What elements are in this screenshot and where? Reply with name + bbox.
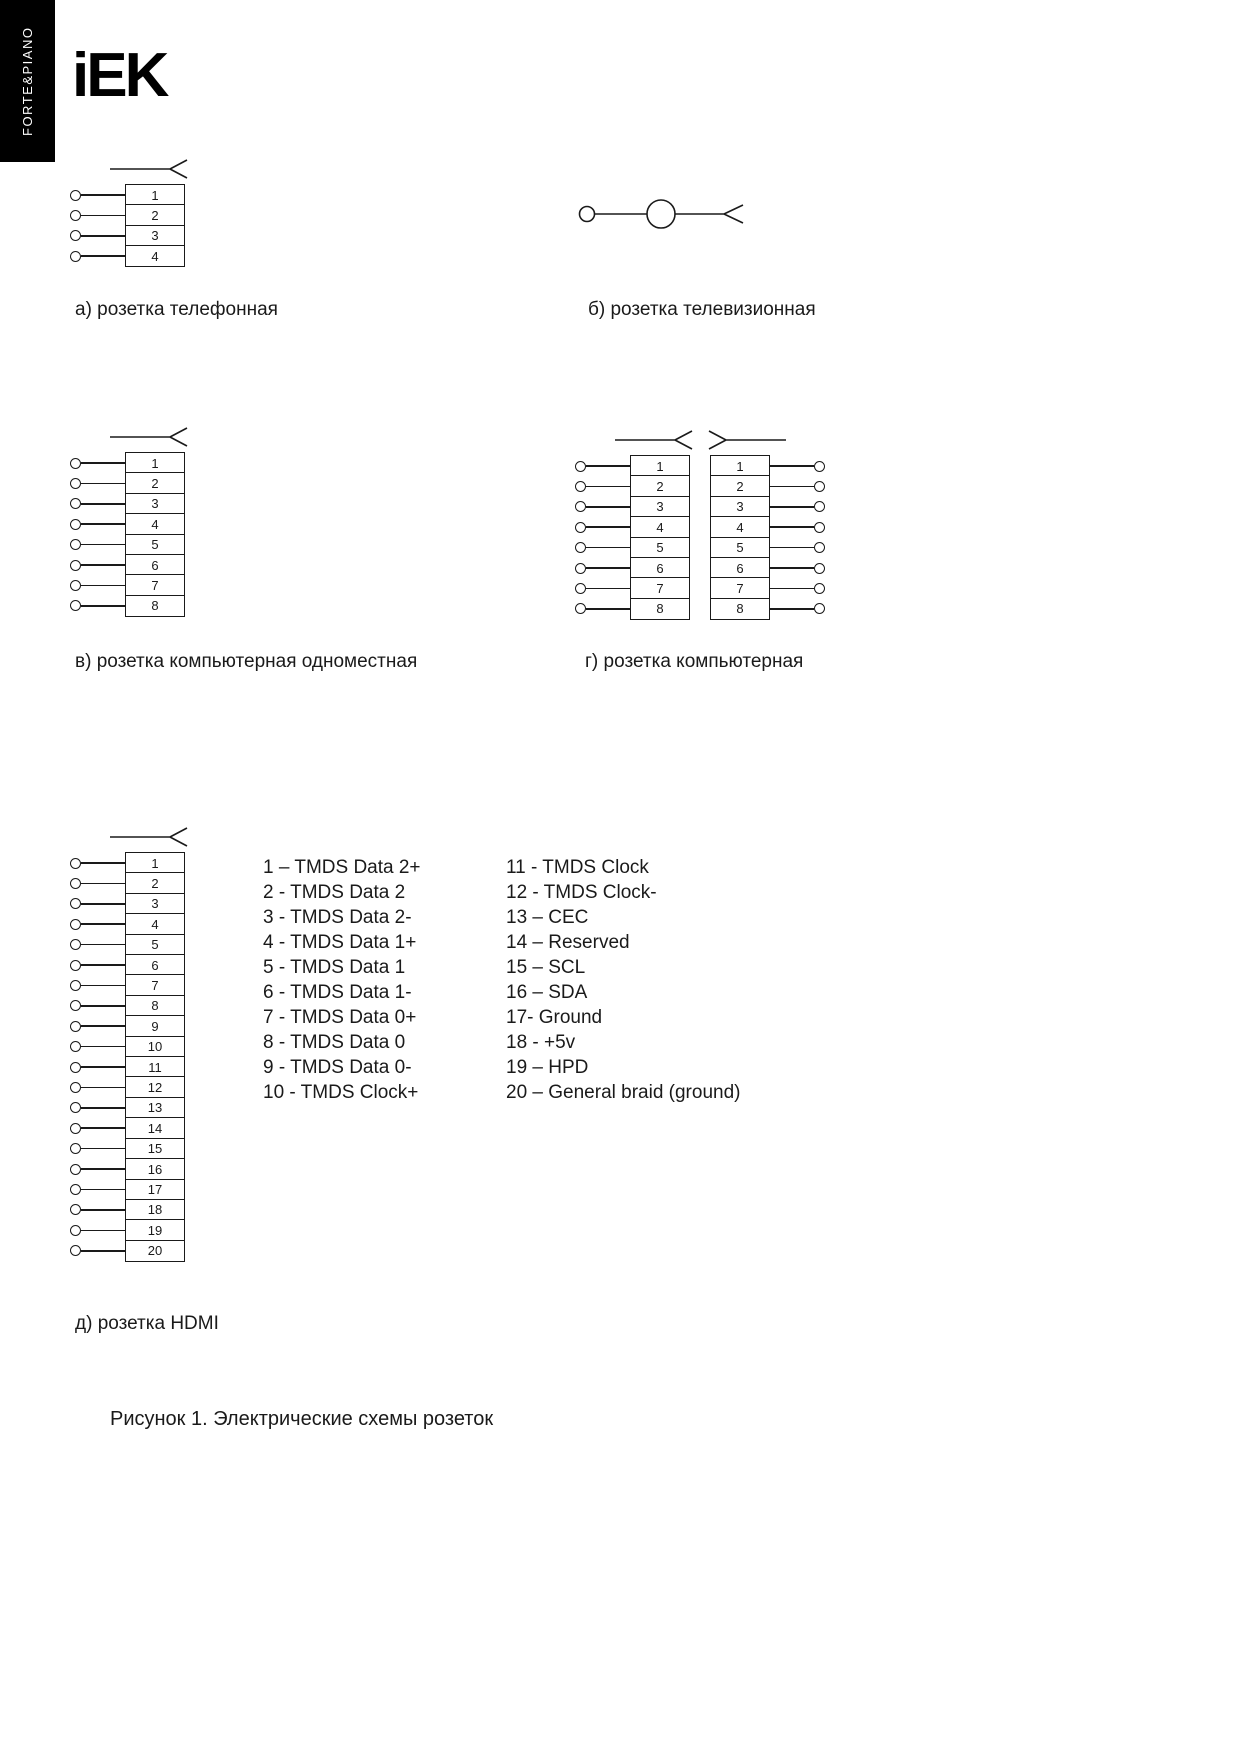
hdmi-pin-legend-item: 10 - TMDS Clock+ <box>263 1082 419 1103</box>
pin-row <box>710 516 825 538</box>
hdmi-socket-label: д) розетка HDMI <box>75 1313 219 1334</box>
wire-line <box>81 883 125 885</box>
terminal-circle <box>70 1245 81 1256</box>
pin-number-cell: 4 <box>125 913 185 935</box>
wire-line <box>81 1250 125 1252</box>
terminal-circle <box>70 230 81 241</box>
phone-socket-connector <box>70 184 185 267</box>
terminal-circle <box>70 960 81 971</box>
wire-line <box>81 544 125 546</box>
terminal-circle <box>70 919 81 930</box>
pin-number-cell: 2 <box>710 475 770 497</box>
pin-number-cell: 10 <box>125 1036 185 1058</box>
computer-double-right-connector <box>710 455 825 620</box>
terminal-circle <box>70 478 81 489</box>
wire-line <box>586 567 630 569</box>
wire-line <box>81 255 125 257</box>
pin-number-cell: 3 <box>125 493 185 515</box>
pin-number-cell: 3 <box>710 496 770 518</box>
terminal-circle <box>70 1143 81 1154</box>
pin-number-cell: 7 <box>125 574 185 596</box>
pin-row <box>575 516 690 538</box>
pin-row <box>70 852 185 874</box>
pin-row <box>710 455 825 477</box>
pin-number-cell: 18 <box>125 1199 185 1221</box>
wire-line <box>81 944 125 946</box>
terminal-circle <box>70 580 81 591</box>
terminal-circle <box>814 481 825 492</box>
wire-line <box>81 1189 125 1191</box>
terminal-circle <box>575 522 586 533</box>
pin-number-cell: 12 <box>125 1076 185 1098</box>
pin-number-cell: 5 <box>125 934 185 956</box>
wire-line <box>770 567 814 569</box>
terminal-circle <box>70 1062 81 1073</box>
pin-row <box>70 1036 185 1058</box>
terminal-circle <box>575 542 586 553</box>
pin-number-cell: 6 <box>710 557 770 579</box>
wire-line <box>81 483 125 485</box>
pin-number-cell: 1 <box>630 455 690 477</box>
pin-number-cell: 2 <box>125 204 185 226</box>
pin-number-cell: 4 <box>125 513 185 535</box>
computer-single-connector <box>70 452 185 617</box>
terminal-circle <box>70 1102 81 1113</box>
pin-number-cell: 7 <box>710 577 770 599</box>
pin-number-cell: 2 <box>125 872 185 894</box>
wire-line <box>586 526 630 528</box>
pin-row <box>710 598 825 620</box>
terminal-circle <box>70 980 81 991</box>
terminal-circle <box>575 481 586 492</box>
hdmi-pin-legend-item: 7 - TMDS Data 0+ <box>263 1007 417 1028</box>
pin-row <box>70 595 185 617</box>
terminal-circle <box>575 461 586 472</box>
pin-number-cell: 6 <box>630 557 690 579</box>
tv-socket-label: б) розетка телевизионная <box>588 299 816 320</box>
wire-line <box>586 608 630 610</box>
pin-row <box>70 1240 185 1262</box>
pin-number-cell: 19 <box>125 1219 185 1241</box>
pin-number-cell: 8 <box>630 598 690 620</box>
terminal-circle <box>70 210 81 221</box>
wire-line <box>81 235 125 237</box>
pin-number-cell: 8 <box>710 598 770 620</box>
wire-line <box>81 1148 125 1150</box>
terminal-circle <box>814 522 825 533</box>
pin-row <box>575 598 690 620</box>
pin-row <box>575 475 690 497</box>
pin-row <box>70 493 185 515</box>
pin-row <box>575 455 690 477</box>
figure-caption: Рисунок 1. Электрические схемы розеток <box>110 1408 494 1430</box>
wire-line <box>770 526 814 528</box>
tv-socket-symbol-icon <box>578 197 748 231</box>
pin-number-cell: 17 <box>125 1179 185 1201</box>
pin-row <box>710 557 825 579</box>
pin-row <box>70 995 185 1017</box>
wire-line <box>81 1046 125 1048</box>
pin-row <box>70 1199 185 1221</box>
terminal-circle <box>70 539 81 550</box>
wire-line <box>770 588 814 590</box>
wire-line <box>81 964 125 966</box>
wire-line <box>81 605 125 607</box>
wire-line <box>770 506 814 508</box>
computer-single-label: в) розетка компьютерная одноместная <box>75 651 418 672</box>
pin-number-cell: 3 <box>125 225 185 247</box>
hdmi-pin-legend-item: 15 – SCL <box>506 957 586 978</box>
hdmi-pin-legend-item: 2 - TMDS Data 2 <box>263 882 406 903</box>
hdmi-pin-legend-item: 18 - +5v <box>506 1032 576 1053</box>
pin-row <box>70 1015 185 1037</box>
pin-number-cell: 20 <box>125 1240 185 1262</box>
pin-number-cell: 2 <box>125 472 185 494</box>
wire-line <box>81 1127 125 1129</box>
pin-row <box>70 184 185 206</box>
pin-row <box>575 537 690 559</box>
pin-number-cell: 1 <box>125 184 185 206</box>
pin-row <box>710 537 825 559</box>
terminal-circle <box>70 1123 81 1134</box>
pin-number-cell: 3 <box>630 496 690 518</box>
wire-line <box>81 523 125 525</box>
pin-row <box>70 554 185 576</box>
wire-line <box>81 462 125 464</box>
hdmi-pin-legend-item: 5 - TMDS Data 1 <box>263 957 406 978</box>
hdmi-pin-legend-item: 3 - TMDS Data 2- <box>263 907 412 928</box>
iek-logo: iEK <box>72 41 167 110</box>
terminal-circle <box>70 1225 81 1236</box>
terminal-circle <box>70 1184 81 1195</box>
terminal-circle <box>70 600 81 611</box>
pin-row <box>70 225 185 247</box>
wire-line <box>81 1066 125 1068</box>
pin-number-cell: 6 <box>125 554 185 576</box>
hdmi-pin-legend-item: 17- Ground <box>506 1007 603 1028</box>
hdmi-legend-column-2 <box>506 855 740 1105</box>
pin-number-cell: 5 <box>710 537 770 559</box>
pin-row <box>70 872 185 894</box>
plug-fork-icon <box>110 158 188 180</box>
pin-row <box>70 1117 185 1139</box>
wire-line <box>81 585 125 587</box>
pin-number-cell: 11 <box>125 1056 185 1078</box>
pin-row <box>70 954 185 976</box>
wire-line <box>586 547 630 549</box>
hdmi-pin-legend-item: 6 - TMDS Data 1- <box>263 982 412 1003</box>
terminal-circle <box>70 878 81 889</box>
wire-line <box>770 547 814 549</box>
wire-line <box>770 608 814 610</box>
pin-row <box>70 513 185 535</box>
pin-row <box>70 1097 185 1119</box>
brand-series-label: FORTE&PIANO <box>20 26 35 136</box>
terminal-circle <box>814 501 825 512</box>
terminal-circle <box>70 1204 81 1215</box>
hdmi-legend-column-1 <box>263 855 421 1105</box>
plug-fork-icon <box>110 826 188 848</box>
terminal-circle <box>70 898 81 909</box>
pin-row <box>70 1076 185 1098</box>
pin-number-cell: 7 <box>630 577 690 599</box>
terminal-circle <box>70 1041 81 1052</box>
terminal-circle <box>575 603 586 614</box>
pin-row <box>70 1219 185 1241</box>
hdmi-pin-legend-item: 8 - TMDS Data 0 <box>263 1032 406 1053</box>
terminal-circle <box>70 498 81 509</box>
wire-line <box>81 1209 125 1211</box>
plug-fork-icon <box>110 426 188 448</box>
pin-number-cell: 6 <box>125 954 185 976</box>
wire-line <box>81 1025 125 1027</box>
hdmi-pin-legend-item: 16 – SDA <box>506 982 588 1003</box>
terminal-circle <box>70 1164 81 1175</box>
pin-row <box>70 574 185 596</box>
pin-number-cell: 13 <box>125 1097 185 1119</box>
pin-row <box>70 452 185 474</box>
pin-row <box>70 913 185 935</box>
pin-number-cell: 9 <box>125 1015 185 1037</box>
pin-row <box>70 1056 185 1078</box>
phone-socket-label: а) розетка телефонная <box>75 299 278 320</box>
pin-row <box>70 1179 185 1201</box>
wire-line <box>81 985 125 987</box>
wire-line <box>81 923 125 925</box>
pin-number-cell: 2 <box>630 475 690 497</box>
terminal-circle <box>814 583 825 594</box>
wire-line <box>770 465 814 467</box>
computer-double-left-connector <box>575 455 690 620</box>
wire-line <box>81 862 125 864</box>
pin-row <box>70 204 185 226</box>
terminal-circle <box>70 519 81 530</box>
wire-line <box>586 588 630 590</box>
pin-row <box>70 974 185 996</box>
wire-line <box>586 486 630 488</box>
hdmi-pin-legend-item: 12 - TMDS Clock- <box>506 882 657 903</box>
pin-number-cell: 1 <box>125 852 185 874</box>
pin-row <box>70 893 185 915</box>
wire-line <box>81 564 125 566</box>
pin-number-cell: 1 <box>710 455 770 477</box>
pin-number-cell: 14 <box>125 1117 185 1139</box>
terminal-circle <box>814 603 825 614</box>
pin-number-cell: 4 <box>710 516 770 538</box>
brand-sidebar <box>0 0 55 162</box>
pin-number-cell: 16 <box>125 1158 185 1180</box>
terminal-circle <box>70 560 81 571</box>
terminal-circle <box>70 458 81 469</box>
hdmi-pin-legend-item: 14 – Reserved <box>506 932 630 953</box>
wire-line <box>81 1168 125 1170</box>
terminal-circle <box>814 461 825 472</box>
terminal-circle <box>70 858 81 869</box>
pin-row <box>70 472 185 494</box>
pin-number-cell: 7 <box>125 974 185 996</box>
pin-number-cell: 1 <box>125 452 185 474</box>
hdmi-pin-legend-item: 19 – HPD <box>506 1057 589 1078</box>
pin-row <box>70 534 185 556</box>
pin-row <box>70 1138 185 1160</box>
pin-row <box>70 1158 185 1180</box>
hdmi-connector <box>70 852 185 1262</box>
pin-number-cell: 5 <box>125 534 185 556</box>
computer-double-label: г) розетка компьютерная <box>585 651 804 672</box>
pin-row <box>70 934 185 956</box>
plug-fork-icon <box>615 429 693 451</box>
terminal-circle <box>70 190 81 201</box>
pin-number-cell: 8 <box>125 995 185 1017</box>
wire-line <box>81 1230 125 1232</box>
terminal-circle <box>70 251 81 262</box>
hdmi-pin-legend-item: 9 - TMDS Data 0- <box>263 1057 412 1078</box>
hdmi-pin-legend-item: 20 – General braid (ground) <box>506 1082 741 1103</box>
wire-line <box>81 903 125 905</box>
wire-line <box>81 503 125 505</box>
terminal-circle <box>70 1021 81 1032</box>
pin-number-cell: 4 <box>630 516 690 538</box>
terminal-circle <box>575 501 586 512</box>
pin-number-cell: 4 <box>125 245 185 267</box>
wire-line <box>586 465 630 467</box>
pin-number-cell: 8 <box>125 595 185 617</box>
pin-row <box>710 496 825 518</box>
pin-number-cell: 15 <box>125 1138 185 1160</box>
pin-number-cell: 3 <box>125 893 185 915</box>
pin-row <box>575 557 690 579</box>
plug-fork-mirrored-icon <box>708 429 786 451</box>
terminal-circle <box>575 583 586 594</box>
pin-row <box>710 577 825 599</box>
terminal-circle <box>70 1082 81 1093</box>
terminal-circle <box>575 563 586 574</box>
wire-line <box>81 1005 125 1007</box>
wire-line <box>770 486 814 488</box>
terminal-circle <box>814 563 825 574</box>
hdmi-pin-legend-item: 13 – CEC <box>506 907 589 928</box>
wire-line <box>81 1087 125 1089</box>
pin-row <box>70 245 185 267</box>
wire-line <box>81 1107 125 1109</box>
terminal-circle <box>70 1000 81 1011</box>
pin-row <box>575 496 690 518</box>
terminal-circle <box>814 542 825 553</box>
wire-line <box>81 215 125 217</box>
wire-line <box>81 194 125 196</box>
hdmi-pin-legend-item: 1 – TMDS Data 2+ <box>263 857 421 878</box>
hdmi-pin-legend-item: 4 - TMDS Data 1+ <box>263 932 417 953</box>
hdmi-pin-legend-item: 11 - TMDS Clock <box>506 857 649 878</box>
wire-line <box>586 506 630 508</box>
pin-number-cell: 5 <box>630 537 690 559</box>
pin-row <box>575 577 690 599</box>
terminal-circle <box>70 939 81 950</box>
pin-row <box>710 475 825 497</box>
